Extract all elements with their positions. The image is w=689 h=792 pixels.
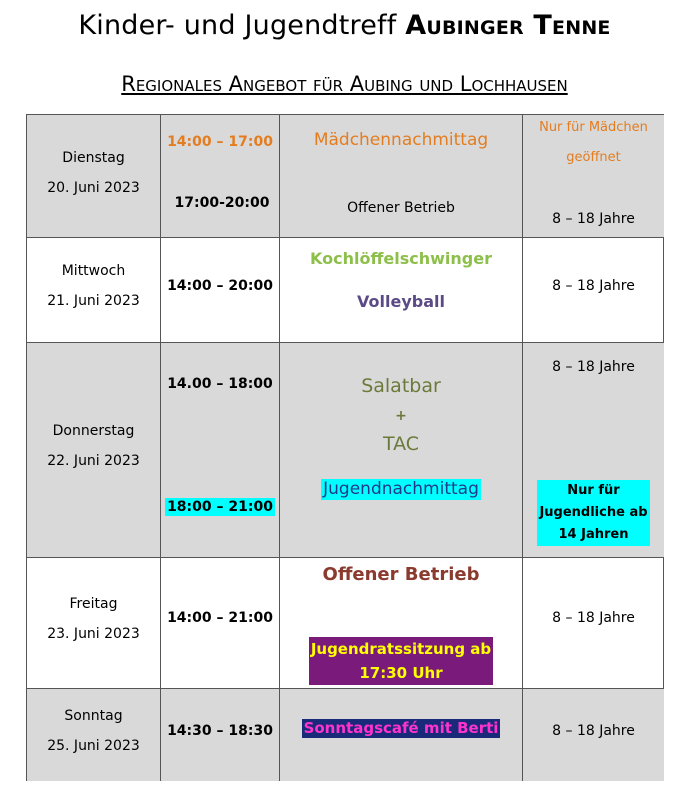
day-name: Freitag [69,596,118,612]
table-row-dienstag-time [161,115,280,238]
age-note-line: 14 Jahren [558,527,629,542]
table-row-sonntag-time [161,689,280,781]
activity: Offener Betrieb [322,564,480,585]
activity: Volleyball [357,292,445,311]
day-name: Dienstag [62,150,125,166]
activity-line: Jugendratssitzung ab [310,640,492,658]
age-note: Nur für Mädchen [539,120,648,135]
table-row-mittwoch-day [27,238,161,343]
time-slot: 14.00 – 18:00 [167,376,273,392]
table-row-sonntag-activity [280,689,523,781]
time-slot: 14:00 – 20:00 [167,278,273,294]
table-row-freitag-day [27,558,161,689]
age-range: 8 – 18 Jahre [552,723,635,739]
activity: Salatbar [361,375,441,397]
page-subtitle: Regionales Angebot für Aubing und Lochhausen [121,72,568,96]
age-note-line: Jugendliche ab [539,505,648,520]
table-row-mittwoch-time [161,238,280,343]
day-date: 21. Juni 2023 [47,293,140,309]
table-row-sonntag-age [523,689,664,781]
day-date: 20. Juni 2023 [47,180,140,196]
activity-highlighted: Jugendnachmittag [323,479,479,499]
age-note: geöffnet [566,150,621,165]
table-row-freitag-age [523,558,664,689]
table-row-donnerstag-activity [280,343,523,558]
activity-line: 17:30 Uhr [359,664,443,682]
table-row-sonntag-day [27,689,161,781]
activity: Mädchennachmittag [313,130,489,150]
time-slot: 18:00 – 21:00 [167,499,273,515]
activity: Kochlöffelschwinger [309,249,492,268]
time-slot: 14:00 – 21:00 [167,610,273,626]
activity: Offener Betrieb [347,200,455,216]
age-note-line: Nur für [567,483,620,498]
age-range: 8 – 18 Jahre [552,211,635,227]
day-name: Donnerstag [52,423,135,439]
day-date: 23. Juni 2023 [47,626,140,642]
age-range: 8 – 18 Jahre [552,359,635,375]
table-row-dienstag-activity [280,115,523,238]
time-slot: 14:00 – 17:00 [167,134,273,150]
age-note-box [535,480,652,546]
table-row-mittwoch-activity [280,238,523,343]
table-row-dienstag-day [27,115,161,238]
age-range: 8 – 18 Jahre [552,610,635,626]
title-text: Kinder- und Jugendtreff [78,10,406,41]
activity-highlighted-box [280,637,522,685]
activity-highlighted: Sonntagscafé mit Berti [303,719,499,737]
table-row-donnerstag-day [27,343,161,558]
schedule-table [26,114,664,781]
table-row-dienstag-age [523,115,664,238]
title-venue-name: Aubinger Tenne [405,10,611,41]
table-row-donnerstag-time [161,343,280,558]
table-row-mittwoch-age [523,238,664,343]
day-date: 25. Juni 2023 [47,738,140,754]
activity: TAC [382,433,420,455]
table-row-freitag-activity [280,558,523,689]
time-slot: 17:00-20:00 [174,195,270,211]
activity-plus: + [395,408,407,424]
time-slot: 14:30 – 18:30 [167,723,273,739]
table-row-freitag-time [161,558,280,689]
age-range: 8 – 18 Jahre [552,278,635,294]
day-date: 22. Juni 2023 [47,453,140,469]
page-title [0,10,689,41]
day-name: Sonntag [64,708,123,724]
day-name: Mittwoch [61,263,126,279]
table-row-donnerstag-age [523,343,664,558]
